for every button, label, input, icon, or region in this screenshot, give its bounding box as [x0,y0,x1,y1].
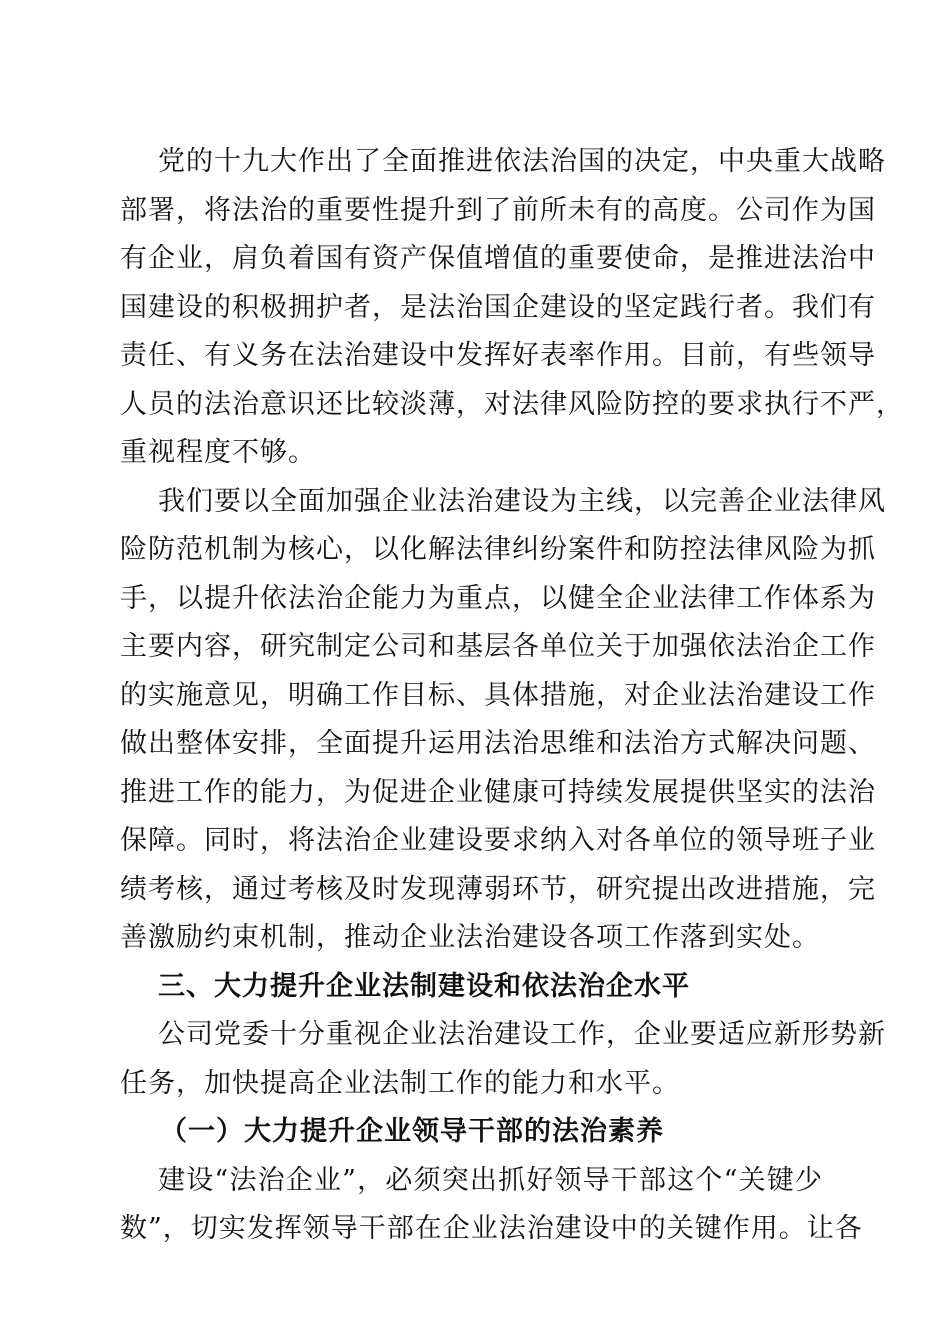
text-line: 推进工作的能力，为促进企业健康可持续发展提供坚实的法治 [120,776,876,808]
text-line: 公司党委十分重视企业法治建设工作，企业要适应新形势新 [158,1019,886,1050]
text-line: 手，以提升依法治企能力为重点，以健全企业法律工作体系为 [120,582,876,614]
text-line: 重视程度不够。 [120,437,316,468]
text-line: 保障。同时，将法治企业建设要求纳入对各单位的领导班子业 [120,825,876,856]
text-line: 责任、有义务在法治建设中发挥好表率作用。目前，有些领导 [120,340,876,371]
document-page [120,138,904,1254]
text-line: 做出整体安排，全面提升运用法治思维和法治方式解决问题、 [120,728,876,759]
text-line: 我们要以全面加强企业法治建设为主线，以完善企业法律风 [158,485,886,517]
text-line: 建设“法治企业”，必须突出抓好领导干部这个“关键少 [158,1164,823,1196]
text-line: 国建设的积极拥护者，是法治国企建设的坚定践行者。我们有 [120,291,876,323]
text-line: 部署，将法治的重要性提升到了前所未有的高度。公司作为国 [120,194,876,226]
text-line: 的实施意见，明确工作目标、具体措施，对企业法治建设工作 [120,679,876,711]
paragraph-1 [120,138,904,478]
paragraph-2 [120,478,886,963]
text-line: 有企业，肩负着国有资产保值增值的重要使命，是推进法治中 [120,243,876,274]
text-line: 数”，切实发挥领导干部在企业法治建设中的关键作用。让各 [120,1213,863,1244]
text-line: 主要内容，研究制定公司和基层各单位关于加强依法治企工作 [120,631,876,662]
subheading: （一）大力提升企业领导干部的法治素养 [160,1116,664,1147]
section-paragraph [120,1011,886,1108]
text-line: 险防范机制为核心，以化解法律纠纷案件和防控法律风险为抓 [120,534,876,565]
sub-paragraph [120,1157,863,1254]
text-line: 绩考核，通过考核及时发现薄弱环节，研究提出改进措施，完 [120,873,876,905]
text-line: 善激励约束机制，推动企业法治建设各项工作落到实处。 [120,922,820,953]
text-line: 人员的法治意识还比较淡薄，对法律风险防控的要求执行不严， [120,388,904,420]
text-line: 任务，加快提高企业法制工作的能力和水平。 [120,1067,680,1099]
text-line: 党的十九大作出了全面推进依法治国的决定，中央重大战略 [158,146,886,177]
section-heading: 三、大力提升企业法制建设和依法治企水平 [158,970,690,1002]
